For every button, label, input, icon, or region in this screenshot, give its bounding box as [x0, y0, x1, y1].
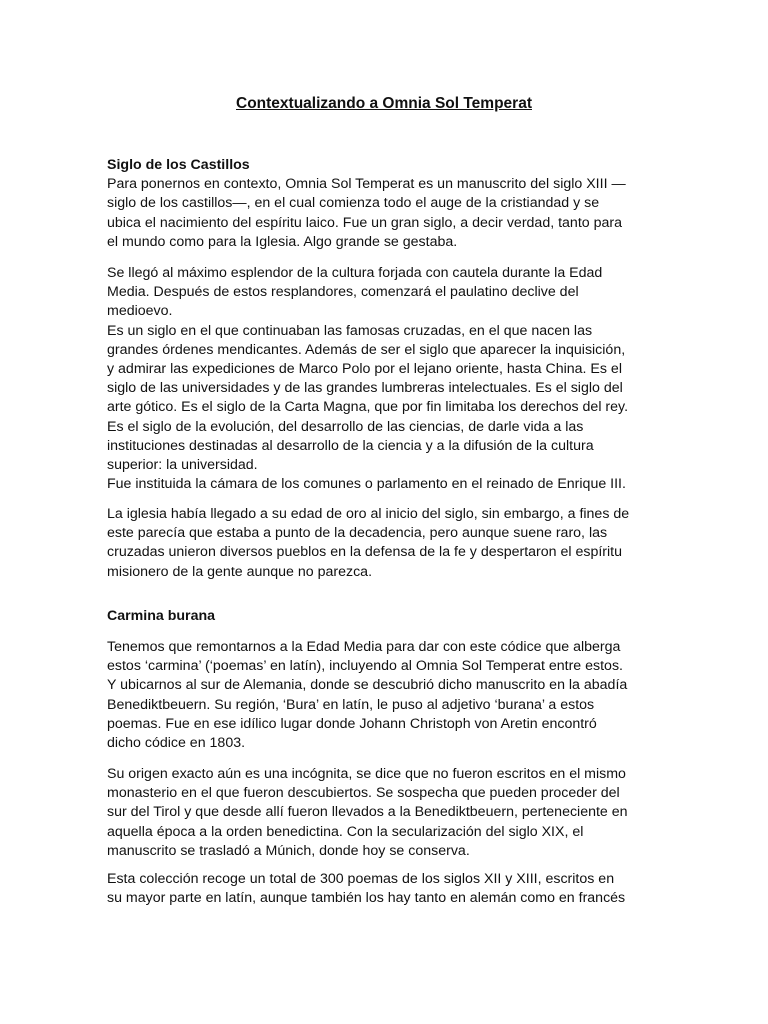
text-line: ubica el nacimiento del espíritu laico. Fue un gran siglo, a decir verdad, tanto para: [107, 214, 622, 231]
paragraph: [107, 264, 663, 494]
paragraph-block: [107, 765, 663, 861]
section-siglo-de-los-castillos: [107, 156, 663, 252]
text-line: medioevo.: [107, 303, 173, 320]
paragraph: [107, 870, 663, 908]
paragraph-block: [107, 870, 663, 908]
text-line: Tenemos que remontarnos a la Edad Media para dar con este códice que alberga: [107, 639, 621, 655]
text-line: su mayor parte en latín, aunque también los hay tanto en alemán como en francés: [107, 890, 626, 907]
paragraph: [107, 505, 663, 582]
text-line: Su origen exacto aún es una incógnita, se dice que no fueron escritos en el mismo: [107, 766, 626, 782]
text-line: cruzadas unieron diversos pueblos en la defensa de la fe y despertaron el espíritu: [107, 544, 623, 561]
text-line: superior: la universidad.: [107, 457, 258, 474]
text-line: Benediktbeuern. Su región, ‘Bura’ en latín, le puso al adjetivo ‘burana’ a estos: [107, 696, 595, 713]
text-line: Y ubicarnos al sur de Alemania, donde se descubrió dicho manuscrito en la abadía: [107, 677, 628, 694]
text-line: Se llegó al máximo esplendor de la cultura forjada con cautela durante la Edad: [107, 265, 603, 281]
text-line: poemas. Fue en ese idílico lugar donde Johann Christoph von Aretin encontró: [107, 715, 597, 732]
text-line: siglo de las universidades y de las grandes lumbreras intelectuales. Es el siglo del: [107, 380, 623, 397]
text-line: monasterio en el que fueron descubiertos. Se sospecha que pueden proceder del: [107, 785, 620, 802]
text-line: grandes órdenes mendicantes. Además de ser el siglo que aparecer la inquisición,: [107, 341, 626, 358]
text-line: el mundo como para la Iglesia. Algo grande se gestaba.: [107, 233, 458, 250]
text-line: arte gótico. Es el siglo de la Carta Magna, que por fin limitaba los derechos del rey.: [107, 399, 629, 416]
paragraph: [107, 175, 663, 252]
section-carmina-burana: [107, 607, 663, 626]
text-line: La iglesia había llegado a su edad de oro al inicio del siglo, sin embargo, a fines de: [107, 506, 630, 522]
text-line: Fue instituida la cámara de los comunes o parlamento en el reinado de Enrique III.: [107, 476, 626, 493]
text-line: y admirar las expediciones de Marco Polo por el lejano oriente, hasta China. Es el: [107, 361, 622, 378]
text-line: Media. Después de estos resplandores, comenzará el paulatino declive del: [107, 284, 579, 301]
text-line: Es un siglo en el que continuaban las famosas cruzadas, en el que nacen las: [107, 322, 593, 339]
paragraph-block: [107, 264, 663, 494]
paragraph: [107, 638, 663, 753]
paragraph-block: [107, 638, 663, 753]
text-line: dicho códice en 1803.: [107, 735, 246, 752]
text-line: manuscrito se trasladó a Múnich, donde hoy se conserva.: [107, 842, 470, 859]
text-line: sur del Tirol y que desde allí fueron llevados a la Benediktbeuern, perteneciente en: [107, 804, 628, 821]
section-heading: Siglo de los Castillos: [107, 157, 250, 173]
text-line: este parecía que estaba a punto de la decadencia, pero aunque suene raro, las: [107, 525, 608, 542]
text-line: Esta colección recoge un total de 300 poemas de los siglos XII y XIII, escritos en: [107, 871, 615, 887]
section-heading: Carmina burana: [107, 608, 216, 624]
text-line: estos ‘carmina’ (‘poemas’ en latín), incluyendo al Omnia Sol Temperat entre estos.: [107, 658, 623, 675]
paragraph: [107, 765, 663, 861]
text-line: siglo de los castillos—, en el cual comienza todo el auge de la cristiandad y se: [107, 195, 600, 212]
text-line: Para ponernos en contexto, Omnia Sol Temperat es un manuscrito del siglo XIII —: [107, 176, 626, 193]
text-line: aquella época a la orden benedictina. Con la secularización del siglo XIX, el: [107, 823, 584, 840]
text-line: Es el siglo de la evolución, del desarrollo de las ciencias, de darle vida a las: [107, 418, 584, 435]
text-line: instituciones destinadas al desarrollo de la ciencia y a la difusión de la cultura: [107, 437, 594, 454]
text-line: misionero de la gente aunque no parezca.: [107, 563, 373, 580]
paragraph-block: [107, 505, 663, 582]
document-title: Contextualizando a Omnia Sol Temperat: [236, 95, 532, 112]
